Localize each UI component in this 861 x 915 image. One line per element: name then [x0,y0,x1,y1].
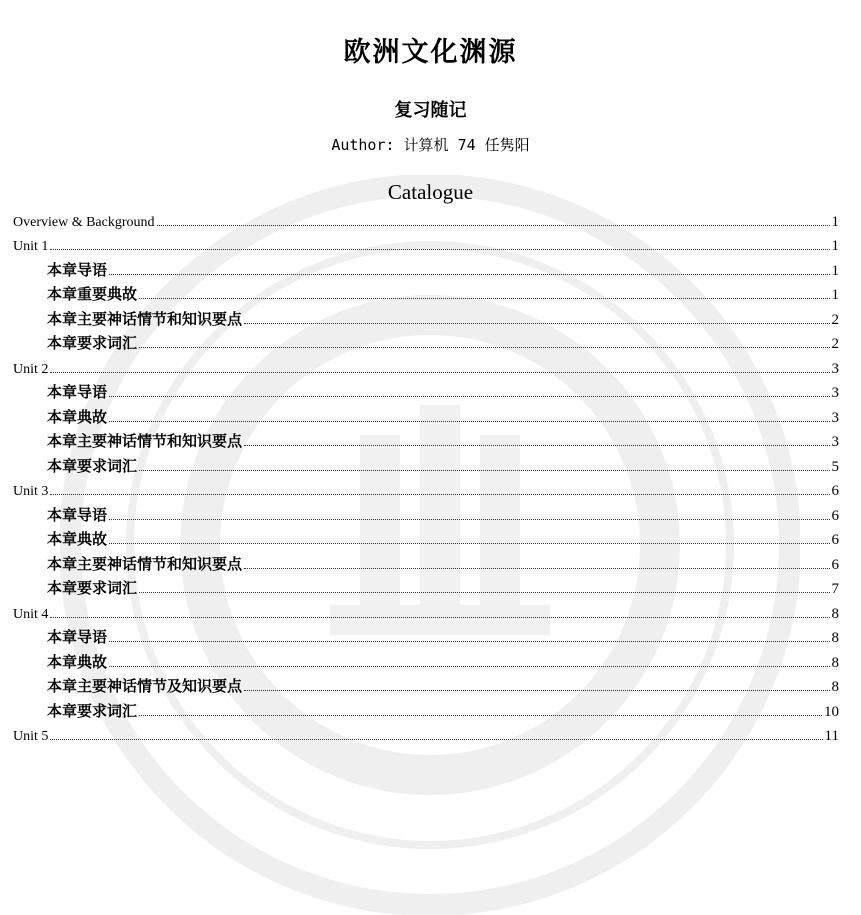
toc-dot-leader [50,494,829,495]
toc-entry-page: 3 [831,360,839,377]
toc-entry-label: 本章要求词汇 [47,579,138,597]
toc-entry-page: 5 [831,458,839,475]
toc-entry-subsection[interactable] [13,672,839,697]
toc-entry-label: 本章典故 [47,652,108,671]
toc-entry-label: 本章导语 [47,383,108,401]
toc-entry-label: Unit 1 [13,239,49,254]
toc-entry-label: 本章主要神话情节及知识要点 [47,677,243,695]
toc-entry-subsection[interactable] [13,304,839,329]
toc-entry-label: 本章主要神话情节和知识要点 [47,432,243,450]
toc-entry-section[interactable] [13,598,839,623]
toc-dot-leader [50,617,829,618]
toc-entry-subsection[interactable] [13,623,839,648]
toc-entry-label: 本章导语 [47,628,108,646]
toc-entry-subsection[interactable] [13,402,839,427]
toc-entry-subsection[interactable] [13,647,839,672]
toc-entry-label: Overview & Background [13,214,155,230]
toc-dot-leader [244,690,829,691]
toc-entry-subsection[interactable] [13,549,839,574]
toc-entry-subsection[interactable] [13,451,839,476]
toc-entry-subsection[interactable] [13,696,839,721]
toc-entry-section[interactable] [13,721,839,746]
toc-entry-page: 8 [831,630,839,646]
toc-entry-section[interactable] [13,206,839,231]
toc-dot-leader [139,592,829,593]
toc-entry-page: 7 [831,581,839,597]
toc-entry-label: 本章主要神话情节和知识要点 [47,554,243,573]
toc-entry-label: Unit 5 [13,729,49,744]
toc-entry-section[interactable] [13,476,839,501]
toc-dot-leader [109,396,829,397]
table-of-contents [13,206,839,745]
toc-entry-label: 本章要求词汇 [47,701,138,720]
toc-entry-page: 1 [831,213,839,230]
toc-entry-label: 本章导语 [47,505,108,524]
toc-entry-subsection[interactable] [13,378,839,403]
toc-entry-page: 8 [831,605,839,622]
toc-entry-page: 6 [831,507,839,524]
toc-entry-section[interactable] [13,231,839,256]
toc-entry-page: 1 [831,238,839,254]
toc-dot-leader [244,568,829,569]
toc-entry-subsection[interactable] [13,500,839,525]
toc-entry-page: 1 [831,287,839,303]
toc-entry-page: 2 [831,336,839,352]
toc-dot-leader [50,372,829,373]
toc-entry-subsection[interactable] [13,255,839,280]
toc-entry-page: 3 [831,434,839,450]
toc-entry-label: Unit 2 [13,361,49,377]
toc-entry-label: 本章典故 [47,530,108,548]
toc-entry-label: 本章导语 [47,260,108,279]
toc-entry-label: 本章典故 [47,407,108,426]
document-subtitle: 复习随记 [394,100,467,121]
toc-entry-page: 10 [824,703,839,720]
toc-entry-page: 3 [831,385,839,401]
toc-dot-leader [109,543,829,544]
toc-entry-subsection[interactable] [13,574,839,599]
toc-entry-page: 2 [831,311,839,328]
toc-dot-leader [139,715,822,716]
toc-dot-leader [109,641,829,642]
toc-heading: Catalogue [387,180,474,204]
toc-entry-page: 8 [831,654,839,671]
toc-entry-page: 6 [831,532,839,548]
toc-dot-leader [244,323,829,324]
document-title: 欧洲文化渊源 [343,37,518,68]
toc-entry-subsection[interactable] [13,280,839,305]
toc-dot-leader [109,421,829,422]
toc-entry-page: 1 [831,262,839,279]
toc-entry-label: 本章重要典故 [47,285,138,303]
toc-dot-leader [109,666,829,667]
toc-entry-page: 6 [831,556,839,573]
toc-dot-leader [244,445,829,446]
toc-entry-label: 本章要求词汇 [47,334,138,352]
toc-dot-leader [139,298,829,299]
toc-dot-leader [139,347,829,348]
toc-dot-leader [109,519,829,520]
toc-entry-label: 本章主要神话情节和知识要点 [47,309,243,328]
author-line: Author: 计算机 74 任隽阳 [331,136,530,154]
toc-entry-page: 11 [824,728,839,744]
toc-entry-subsection[interactable] [13,525,839,550]
toc-dot-leader [109,274,829,275]
toc-dot-leader [139,470,829,471]
toc-entry-section[interactable] [13,353,839,378]
toc-entry-page: 3 [831,409,839,426]
toc-dot-leader [157,225,830,226]
toc-dot-leader [50,249,829,250]
toc-entry-subsection[interactable] [13,329,839,354]
toc-entry-label: Unit 3 [13,484,49,499]
toc-entry-label: 本章要求词汇 [47,456,138,475]
toc-entry-page: 6 [831,483,839,499]
toc-entry-subsection[interactable] [13,427,839,452]
toc-entry-label: Unit 4 [13,606,49,622]
toc-entry-page: 8 [831,679,839,695]
